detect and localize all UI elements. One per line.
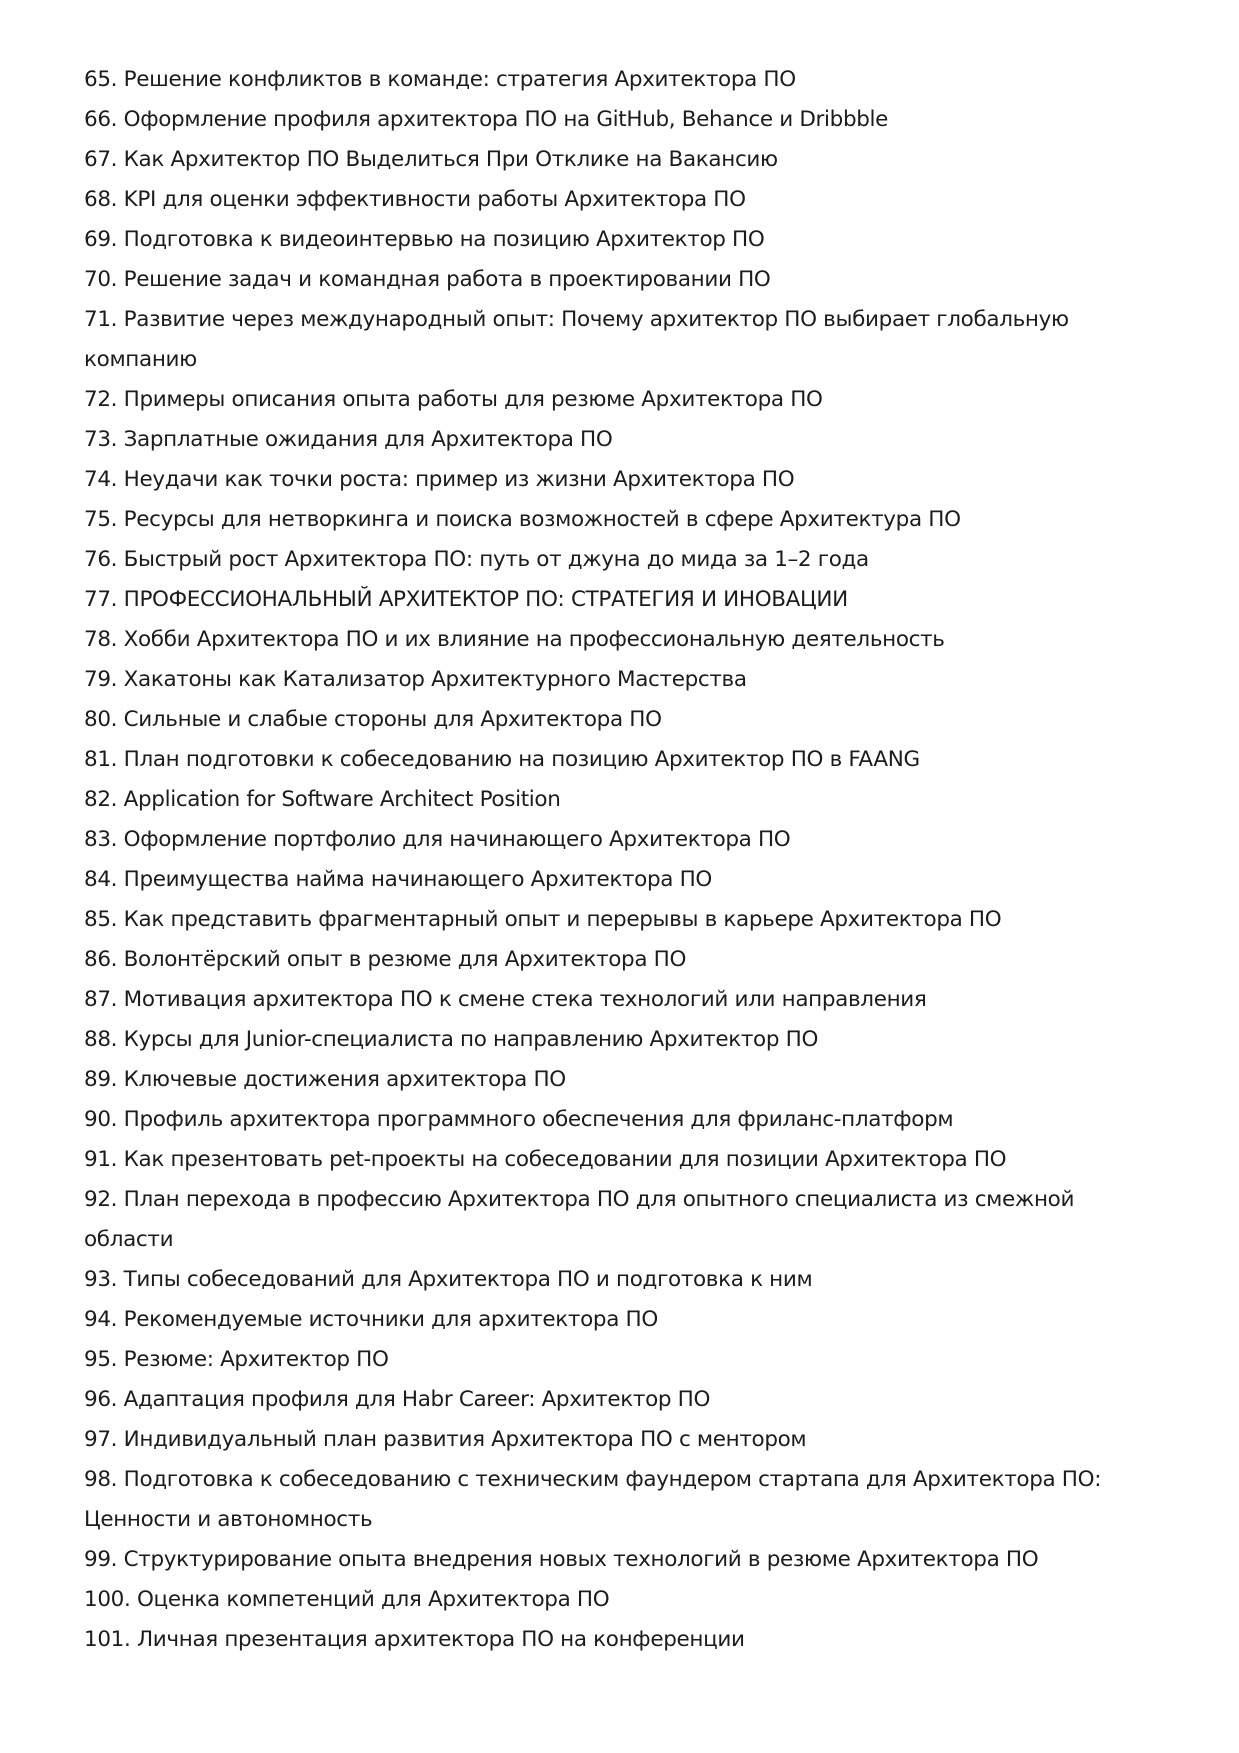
list-item: 89. Ключевые достижения архитектора ПО [84,1067,566,1092]
list-item: 81. План подготовки к собеседованию на позицию Архитектор ПО в FAANG [84,747,920,772]
list-item: 77. ПРОФЕССИОНАЛЬНЫЙ АРХИТЕКТОР ПО: СТРАТЕГИЯ И ИНОВАЦИИ [84,587,848,612]
topic-list [84,60,1164,1660]
list-item: 101. Личная презентация архитектора ПО на конференции [84,1627,745,1652]
list-item: 97. Индивидуальный план развития Архитектора ПО с ментором [84,1427,807,1452]
list-item: 93. Типы собеседований для Архитектора ПО и подготовка к ним [84,1267,813,1292]
list-item: 67. Как Архитектор ПО Выделиться При Отклике на Вакансию [84,147,778,172]
list-item: 90. Профиль архитектора программного обеспечения для фриланс-платформ [84,1107,954,1132]
list-item: 95. Резюме: Архитектор ПО [84,1347,389,1372]
list-item: 71. Развитие через международный опыт: Почему архитектор ПО выбирает глобальную компанию [84,307,1069,372]
list-item: 83. Оформление портфолио для начинающего Архитектора ПО [84,827,791,852]
list-item: 76. Быстрый рост Архитектора ПО: путь от джуна до мида за 1–2 года [84,547,869,572]
list-item: 85. Как представить фрагментарный опыт и перерывы в карьере Архитектора ПО [84,907,1002,932]
list-item: 74. Неудачи как точки роста: пример из жизни Архитектора ПО [84,467,795,492]
list-item: 94. Рекомендуемые источники для архитектора ПО [84,1307,658,1332]
list-item: 72. Примеры описания опыта работы для резюме Архитектора ПО [84,387,823,412]
list-item: 75. Ресурсы для нетворкинга и поиска возможностей в сфере Архитектура ПО [84,507,961,532]
list-item: 68. KPI для оценки эффективности работы Архитектора ПО [84,187,746,212]
list-item: 86. Волонтёрский опыт в резюме для Архитектора ПО [84,947,687,972]
list-item: 98. Подготовка к собеседованию с техническим фаундером стартапа для Архитектора ПО: Ценности и автономность [84,1467,1102,1532]
list-item: 65. Решение конфликтов в команде: стратегия Архитектора ПО [84,67,796,92]
list-item: 87. Мотивация архитектора ПО к смене стека технологий или направления [84,987,927,1012]
list-item: 92. План перехода в профессию Архитектора ПО для опытного специалиста из смежной области [84,1187,1075,1252]
list-item: 79. Хакатоны как Катализатор Архитектурного Мастерства [84,667,747,692]
list-item: 66. Оформление профиля архитектора ПО на GitHub, Behance и Dribbble [84,107,889,132]
list-item: 73. Зарплатные ожидания для Архитектора ПО [84,427,613,452]
list-item: 100. Оценка компетенций для Архитектора ПО [84,1587,610,1612]
list-item: 84. Преимущества найма начинающего Архитектора ПО [84,867,712,892]
list-item: 80. Сильные и слабые стороны для Архитектора ПО [84,707,662,732]
list-item: 78. Хобби Архитектора ПО и их влияние на профессиональную деятельность [84,627,945,652]
list-item: 91. Как презентовать pet-проекты на собеседовании для позиции Архитектора ПО [84,1147,1007,1172]
list-item: 69. Подготовка к видеоинтервью на позицию Архитектор ПО [84,227,765,252]
list-item: 82. Application for Software Architect Position [84,787,561,812]
list-item: 99. Структурирование опыта внедрения новых технологий в резюме Архитектора ПО [84,1547,1039,1572]
list-item: 70. Решение задач и командная работа в проектировании ПО [84,267,771,292]
list-item: 96. Адаптация профиля для Habr Career: Архитектор ПО [84,1387,711,1412]
list-item: 88. Курсы для Junior-специалиста по направлению Архитектор ПО [84,1027,819,1052]
